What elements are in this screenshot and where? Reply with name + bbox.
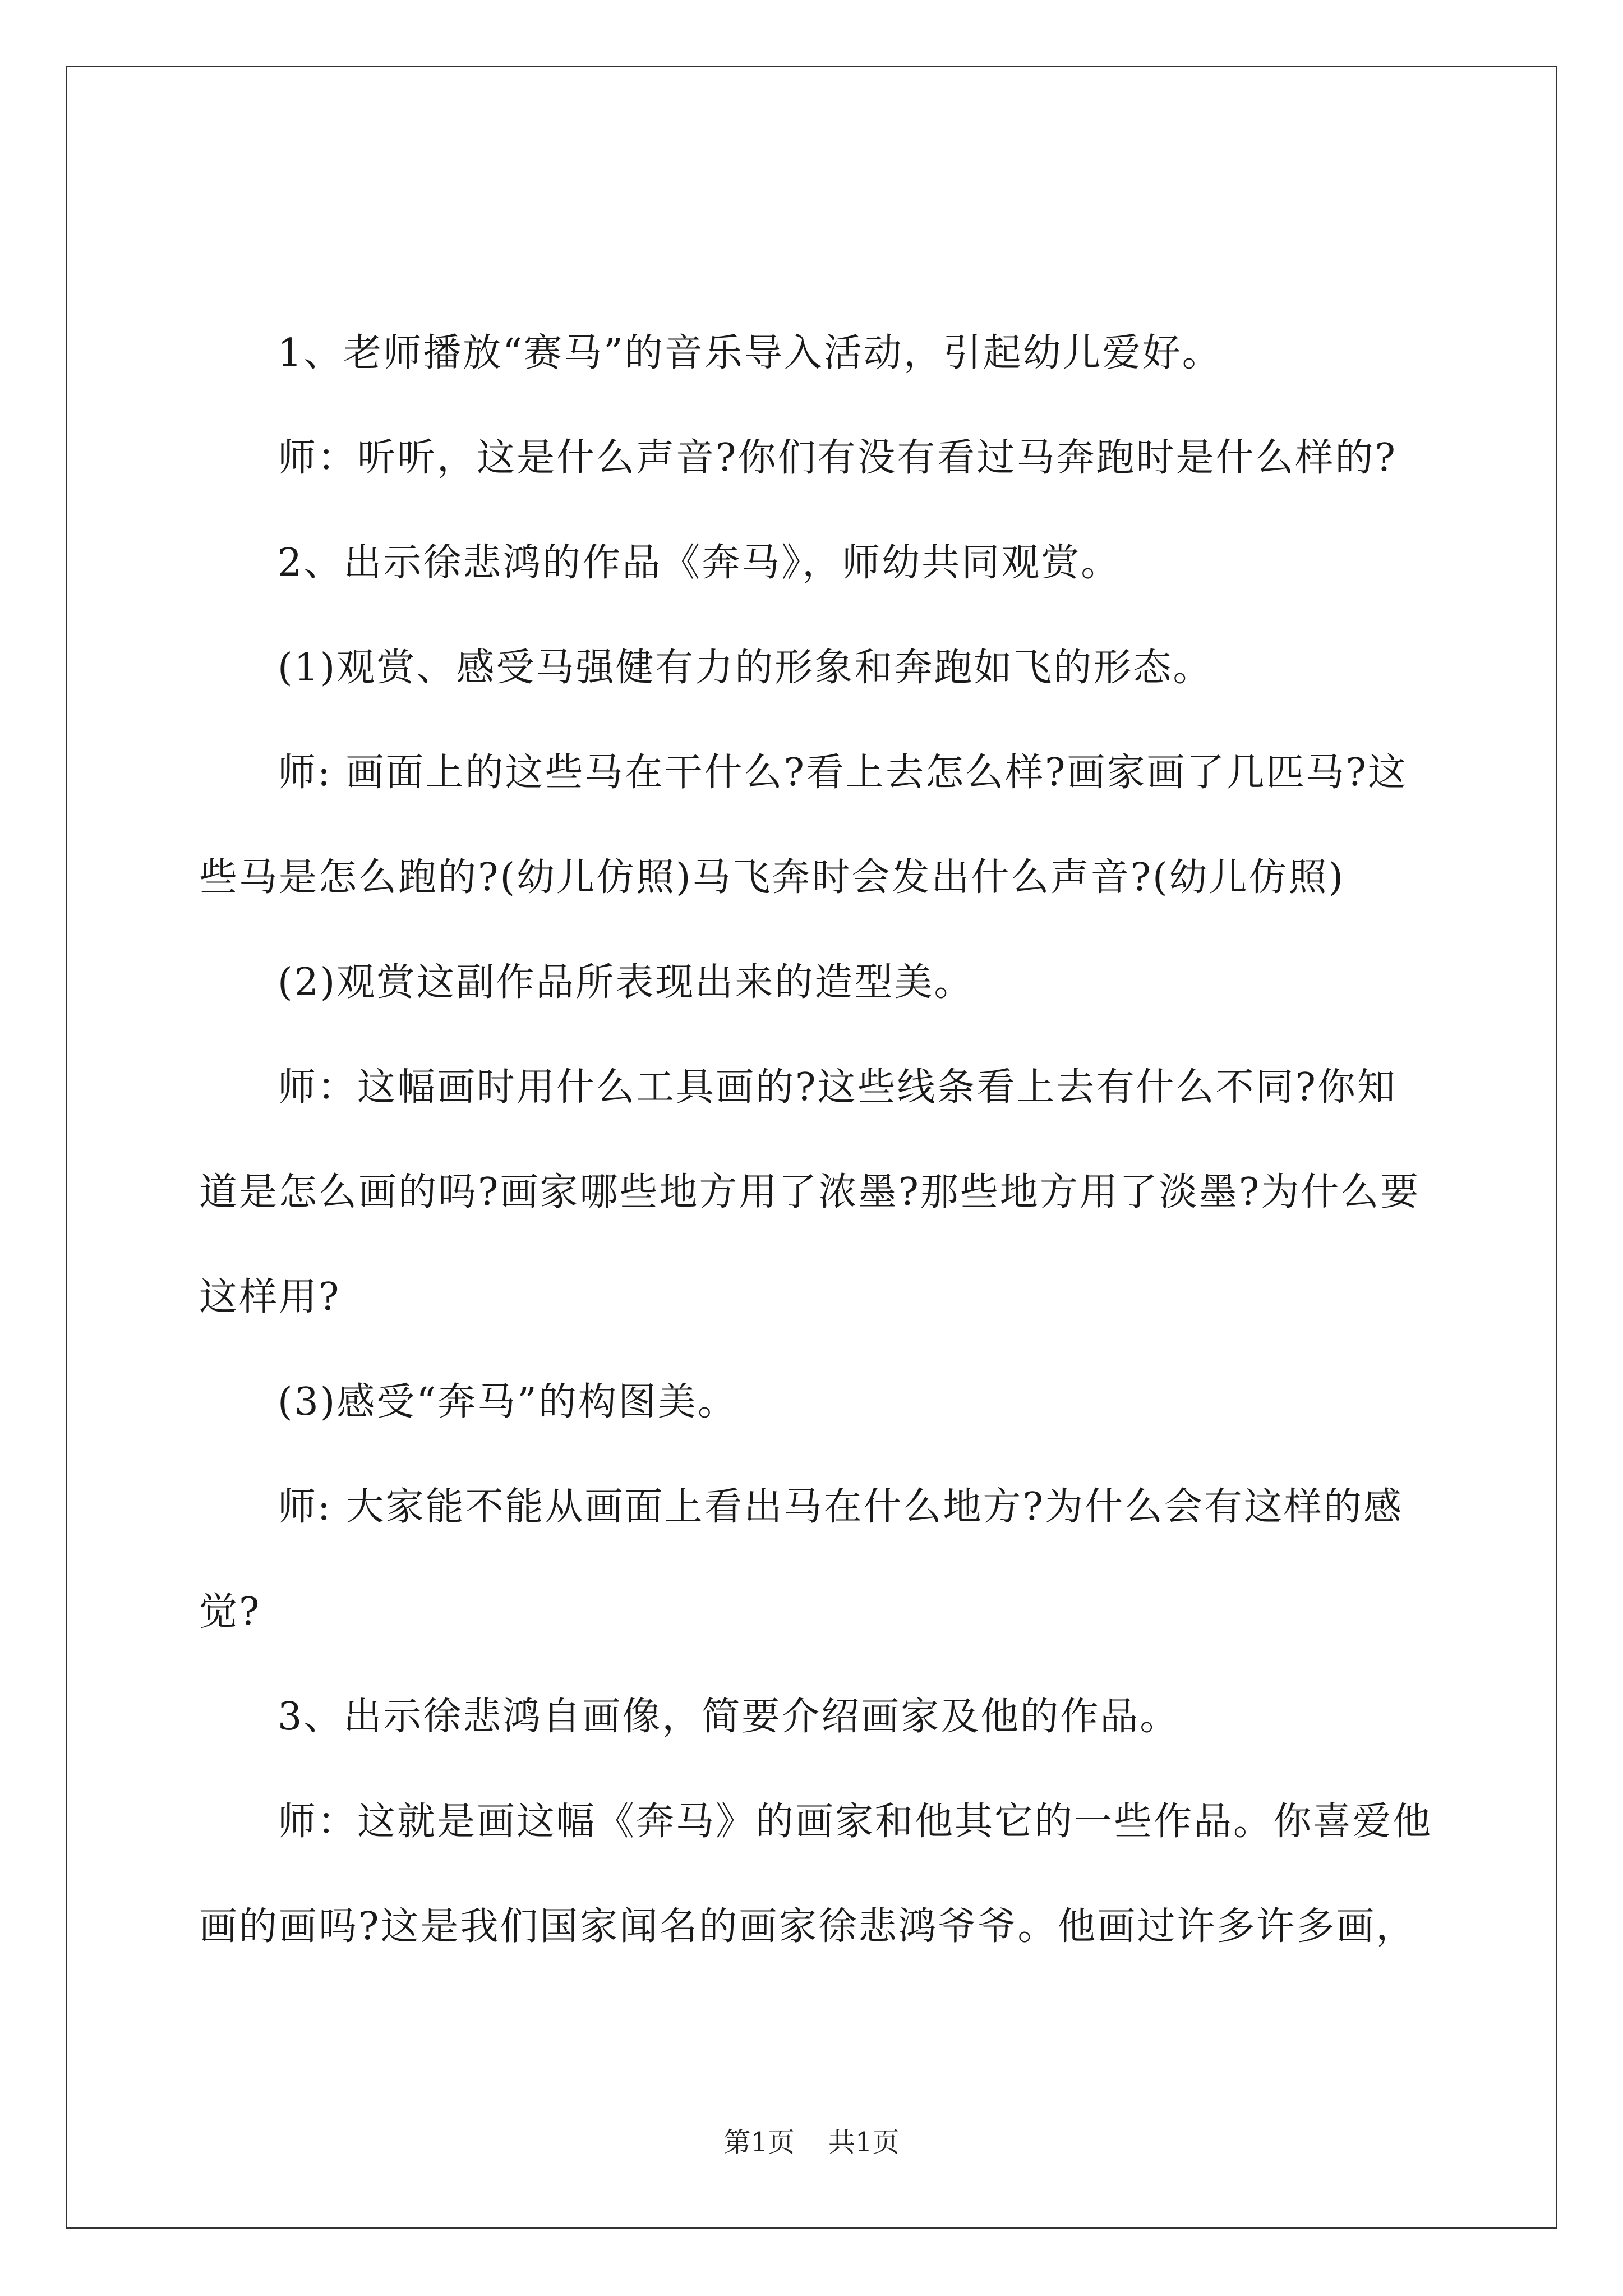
paragraph-11: 师：这就是画这幅《奔马》的画家和他其它的一些作品。你喜爱他画的画吗?这是我们国家闻名的画家徐悲鸿爷爷。他画过许多许多画， xyxy=(199,1800,1433,1949)
document-body xyxy=(199,301,1433,1979)
paragraph-4: (1)观赏、感受马强健有力的形象和奔跑如飞的形态。 xyxy=(278,646,1213,690)
paragraph-5: 师: 画面上的这些马在干什么?看上去怎么样?画家画了几匹马?这些马是怎么跑的?(幼儿仿照)马飞奔时会发出什么声音?(幼儿仿照) xyxy=(199,751,1408,900)
page-number-current: 第1页 xyxy=(723,2127,795,2158)
paragraph-6: (2)观赏这副作品所表现出来的造型美。 xyxy=(278,960,974,1005)
paragraph-9: 师: 大家能不能从画面上看出马在什么地方?为什么会有这样的感觉? xyxy=(199,1485,1403,1634)
paragraph-8: (3)感受“奔马”的构图美。 xyxy=(278,1380,737,1424)
paragraph-1: 1、老师播放“赛马”的音乐导入活动，引起幼儿爱好。 xyxy=(278,331,1222,375)
paragraph-10: 3、出示徐悲鸿自画像，简要介绍画家及他的作品。 xyxy=(278,1695,1180,1739)
paragraph-2: 师：听听，这是什么声音?你们有没有看过马奔跑时是什么样的? xyxy=(278,436,1397,480)
paragraph-7: 师：这幅画时用什么工具画的?这些线条看上去有什么不同?你知道是怎么画的吗?画家哪些地方用了浓墨?那些地方用了淡墨?为什么要这样用? xyxy=(199,1065,1421,1319)
page-footer xyxy=(0,2120,1623,2159)
page-number-total: 共1页 xyxy=(828,2127,900,2158)
paragraph-3: 2、出示徐悲鸿的作品《奔马》，师幼共同观赏。 xyxy=(278,541,1121,585)
